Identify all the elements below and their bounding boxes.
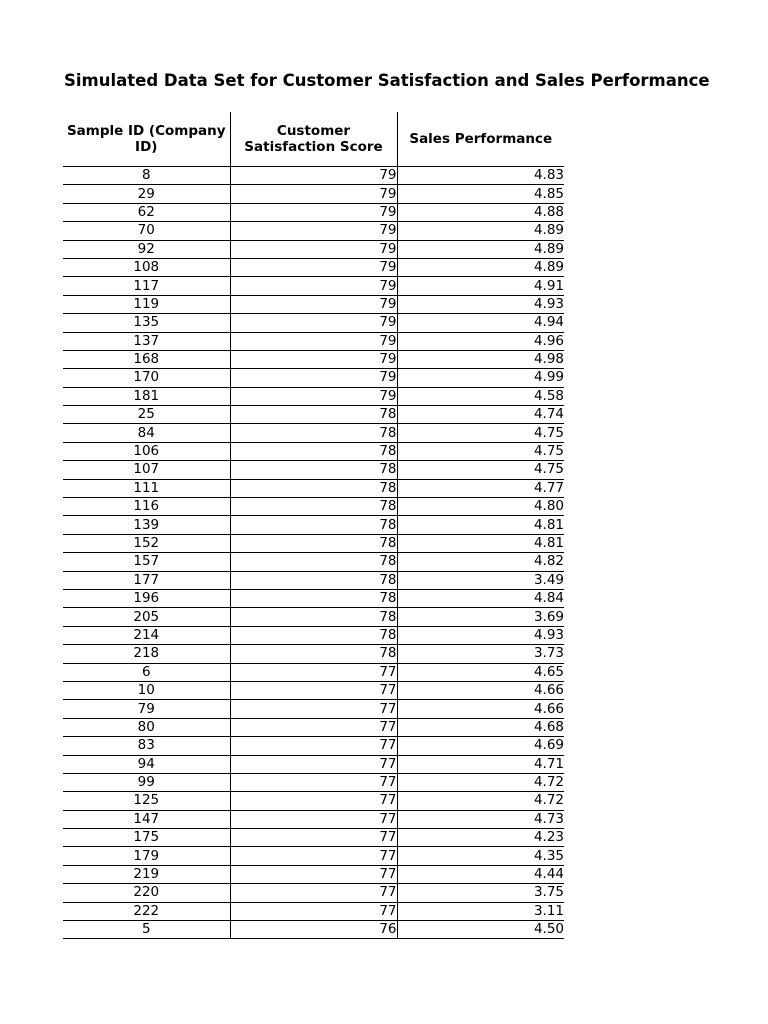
sample-id-cell: 92 bbox=[63, 240, 230, 258]
table-row bbox=[63, 516, 564, 534]
satisfaction-score-cell: 78 bbox=[230, 424, 397, 442]
sales-performance-cell: 4.93 bbox=[397, 626, 564, 644]
table-row bbox=[63, 921, 564, 939]
sample-id-cell: 219 bbox=[63, 865, 230, 883]
sales-performance-cell: 4.66 bbox=[397, 700, 564, 718]
sample-id-cell: 170 bbox=[63, 369, 230, 387]
sample-id-cell: 222 bbox=[63, 902, 230, 920]
sample-id-cell: 6 bbox=[63, 663, 230, 681]
satisfaction-score-cell: 78 bbox=[230, 553, 397, 571]
table-row bbox=[63, 369, 564, 387]
sample-id-cell: 147 bbox=[63, 810, 230, 828]
sample-id-cell: 99 bbox=[63, 773, 230, 791]
satisfaction-score-cell: 79 bbox=[230, 277, 397, 295]
sales-performance-cell: 4.50 bbox=[397, 921, 564, 939]
table-row bbox=[63, 847, 564, 865]
sales-performance-cell: 4.85 bbox=[397, 185, 564, 203]
satisfaction-score-cell: 79 bbox=[230, 258, 397, 276]
sample-id-cell: 181 bbox=[63, 387, 230, 405]
sales-performance-cell: 3.69 bbox=[397, 608, 564, 626]
sales-performance-cell: 4.89 bbox=[397, 222, 564, 240]
sample-id-cell: 175 bbox=[63, 829, 230, 847]
sales-performance-cell: 4.94 bbox=[397, 314, 564, 332]
column-header-satisfaction-score: Customer Satisfaction Score bbox=[230, 112, 397, 167]
satisfaction-score-cell: 77 bbox=[230, 902, 397, 920]
sales-performance-cell: 3.49 bbox=[397, 571, 564, 589]
table-row bbox=[63, 424, 564, 442]
satisfaction-score-cell: 78 bbox=[230, 461, 397, 479]
satisfaction-score-cell: 78 bbox=[230, 498, 397, 516]
sample-id-cell: 29 bbox=[63, 185, 230, 203]
sample-id-cell: 79 bbox=[63, 700, 230, 718]
sample-id-cell: 157 bbox=[63, 553, 230, 571]
sales-performance-cell: 4.75 bbox=[397, 461, 564, 479]
sample-id-cell: 80 bbox=[63, 718, 230, 736]
sample-id-cell: 8 bbox=[63, 167, 230, 185]
sample-id-cell: 25 bbox=[63, 406, 230, 424]
satisfaction-score-cell: 79 bbox=[230, 332, 397, 350]
satisfaction-score-cell: 78 bbox=[230, 571, 397, 589]
satisfaction-score-cell: 78 bbox=[230, 479, 397, 497]
satisfaction-score-cell: 79 bbox=[230, 203, 397, 221]
sample-id-cell: 10 bbox=[63, 681, 230, 699]
table-row bbox=[63, 479, 564, 497]
sales-performance-cell: 4.73 bbox=[397, 810, 564, 828]
satisfaction-score-cell: 79 bbox=[230, 350, 397, 368]
table-row bbox=[63, 498, 564, 516]
table-row bbox=[63, 773, 564, 791]
table-row bbox=[63, 626, 564, 644]
table-row bbox=[63, 203, 564, 221]
table-row bbox=[63, 350, 564, 368]
satisfaction-score-cell: 79 bbox=[230, 222, 397, 240]
sales-performance-cell: 4.96 bbox=[397, 332, 564, 350]
table-row bbox=[63, 387, 564, 405]
sample-id-cell: 117 bbox=[63, 277, 230, 295]
sales-performance-cell: 4.72 bbox=[397, 773, 564, 791]
table-row bbox=[63, 332, 564, 350]
satisfaction-score-cell: 78 bbox=[230, 608, 397, 626]
sales-performance-cell: 4.81 bbox=[397, 534, 564, 552]
table-row bbox=[63, 645, 564, 663]
table-row bbox=[63, 737, 564, 755]
sample-id-cell: 119 bbox=[63, 295, 230, 313]
sample-id-cell: 108 bbox=[63, 258, 230, 276]
column-header-sales-performance: Sales Performance bbox=[397, 112, 564, 167]
table-row bbox=[63, 663, 564, 681]
sample-id-cell: 135 bbox=[63, 314, 230, 332]
table-row bbox=[63, 884, 564, 902]
sample-id-cell: 62 bbox=[63, 203, 230, 221]
satisfaction-score-cell: 78 bbox=[230, 589, 397, 607]
satisfaction-score-cell: 77 bbox=[230, 865, 397, 883]
table-row bbox=[63, 810, 564, 828]
sales-performance-cell: 4.93 bbox=[397, 295, 564, 313]
sales-performance-cell: 4.81 bbox=[397, 516, 564, 534]
sales-performance-cell: 4.35 bbox=[397, 847, 564, 865]
satisfaction-score-cell: 77 bbox=[230, 792, 397, 810]
sales-performance-cell: 3.73 bbox=[397, 645, 564, 663]
sales-performance-cell: 4.89 bbox=[397, 258, 564, 276]
sample-id-cell: 168 bbox=[63, 350, 230, 368]
satisfaction-score-cell: 77 bbox=[230, 884, 397, 902]
satisfaction-score-cell: 79 bbox=[230, 185, 397, 203]
sales-performance-cell: 4.75 bbox=[397, 442, 564, 460]
sample-id-cell: 139 bbox=[63, 516, 230, 534]
sales-performance-cell: 4.66 bbox=[397, 681, 564, 699]
satisfaction-score-cell: 78 bbox=[230, 534, 397, 552]
sample-id-cell: 177 bbox=[63, 571, 230, 589]
sales-performance-cell: 4.80 bbox=[397, 498, 564, 516]
sales-performance-cell: 4.77 bbox=[397, 479, 564, 497]
satisfaction-score-cell: 79 bbox=[230, 240, 397, 258]
sample-id-cell: 106 bbox=[63, 442, 230, 460]
sales-performance-cell: 4.44 bbox=[397, 865, 564, 883]
table-row bbox=[63, 534, 564, 552]
document-title: Simulated Data Set for Customer Satisfaction and Sales Performance bbox=[64, 71, 710, 90]
sales-performance-cell: 4.69 bbox=[397, 737, 564, 755]
sales-performance-cell: 4.83 bbox=[397, 167, 564, 185]
satisfaction-score-cell: 77 bbox=[230, 681, 397, 699]
table-header-row bbox=[63, 112, 564, 167]
sales-performance-cell: 4.74 bbox=[397, 406, 564, 424]
satisfaction-score-cell: 79 bbox=[230, 295, 397, 313]
sales-performance-cell: 4.65 bbox=[397, 663, 564, 681]
sample-id-cell: 205 bbox=[63, 608, 230, 626]
sample-id-cell: 196 bbox=[63, 589, 230, 607]
satisfaction-score-cell: 77 bbox=[230, 773, 397, 791]
sample-id-cell: 84 bbox=[63, 424, 230, 442]
satisfaction-score-cell: 79 bbox=[230, 369, 397, 387]
sales-performance-cell: 4.98 bbox=[397, 350, 564, 368]
satisfaction-score-cell: 78 bbox=[230, 645, 397, 663]
table-row bbox=[63, 553, 564, 571]
table-row bbox=[63, 167, 564, 185]
sales-performance-cell: 4.84 bbox=[397, 589, 564, 607]
table-row bbox=[63, 295, 564, 313]
table-row bbox=[63, 571, 564, 589]
sample-id-cell: 83 bbox=[63, 737, 230, 755]
sales-performance-cell: 4.58 bbox=[397, 387, 564, 405]
sales-performance-cell: 3.11 bbox=[397, 902, 564, 920]
table-row bbox=[63, 461, 564, 479]
sales-performance-cell: 4.99 bbox=[397, 369, 564, 387]
table-row bbox=[63, 442, 564, 460]
sample-id-cell: 70 bbox=[63, 222, 230, 240]
table-row bbox=[63, 681, 564, 699]
satisfaction-score-cell: 79 bbox=[230, 167, 397, 185]
satisfaction-score-cell: 77 bbox=[230, 718, 397, 736]
table-row bbox=[63, 240, 564, 258]
satisfaction-score-cell: 78 bbox=[230, 626, 397, 644]
table-row bbox=[63, 314, 564, 332]
sample-id-cell: 125 bbox=[63, 792, 230, 810]
table-row bbox=[63, 277, 564, 295]
column-header-sample-id: Sample ID (Company ID) bbox=[63, 112, 230, 167]
sales-performance-cell: 4.91 bbox=[397, 277, 564, 295]
table-row bbox=[63, 222, 564, 240]
table-row bbox=[63, 406, 564, 424]
sample-id-cell: 5 bbox=[63, 921, 230, 939]
satisfaction-score-cell: 78 bbox=[230, 406, 397, 424]
sample-id-cell: 107 bbox=[63, 461, 230, 479]
satisfaction-score-cell: 77 bbox=[230, 737, 397, 755]
satisfaction-score-cell: 77 bbox=[230, 810, 397, 828]
satisfaction-score-cell: 76 bbox=[230, 921, 397, 939]
sample-id-cell: 111 bbox=[63, 479, 230, 497]
sales-performance-cell: 4.82 bbox=[397, 553, 564, 571]
table-row bbox=[63, 718, 564, 736]
satisfaction-score-cell: 77 bbox=[230, 829, 397, 847]
table-row bbox=[63, 258, 564, 276]
sales-performance-cell: 4.71 bbox=[397, 755, 564, 773]
sales-performance-cell: 4.23 bbox=[397, 829, 564, 847]
satisfaction-score-cell: 77 bbox=[230, 663, 397, 681]
sample-id-cell: 94 bbox=[63, 755, 230, 773]
satisfaction-score-cell: 79 bbox=[230, 387, 397, 405]
satisfaction-score-cell: 77 bbox=[230, 755, 397, 773]
sample-id-cell: 179 bbox=[63, 847, 230, 865]
sales-performance-cell: 3.75 bbox=[397, 884, 564, 902]
sample-id-cell: 152 bbox=[63, 534, 230, 552]
sample-id-cell: 214 bbox=[63, 626, 230, 644]
sales-performance-cell: 4.88 bbox=[397, 203, 564, 221]
table-row bbox=[63, 700, 564, 718]
sample-id-cell: 116 bbox=[63, 498, 230, 516]
table-row bbox=[63, 792, 564, 810]
sample-id-cell: 220 bbox=[63, 884, 230, 902]
sales-performance-cell: 4.89 bbox=[397, 240, 564, 258]
satisfaction-score-cell: 78 bbox=[230, 516, 397, 534]
table-row bbox=[63, 829, 564, 847]
satisfaction-score-cell: 77 bbox=[230, 700, 397, 718]
table-row bbox=[63, 608, 564, 626]
sample-id-cell: 218 bbox=[63, 645, 230, 663]
sales-performance-cell: 4.72 bbox=[397, 792, 564, 810]
sales-performance-cell: 4.75 bbox=[397, 424, 564, 442]
satisfaction-score-cell: 77 bbox=[230, 847, 397, 865]
table-row bbox=[63, 865, 564, 883]
table-row bbox=[63, 185, 564, 203]
sample-id-cell: 137 bbox=[63, 332, 230, 350]
table-row bbox=[63, 902, 564, 920]
table-row bbox=[63, 755, 564, 773]
data-table bbox=[63, 112, 564, 939]
satisfaction-score-cell: 78 bbox=[230, 442, 397, 460]
table-row bbox=[63, 589, 564, 607]
satisfaction-score-cell: 79 bbox=[230, 314, 397, 332]
table-body bbox=[63, 167, 564, 939]
sales-performance-cell: 4.68 bbox=[397, 718, 564, 736]
